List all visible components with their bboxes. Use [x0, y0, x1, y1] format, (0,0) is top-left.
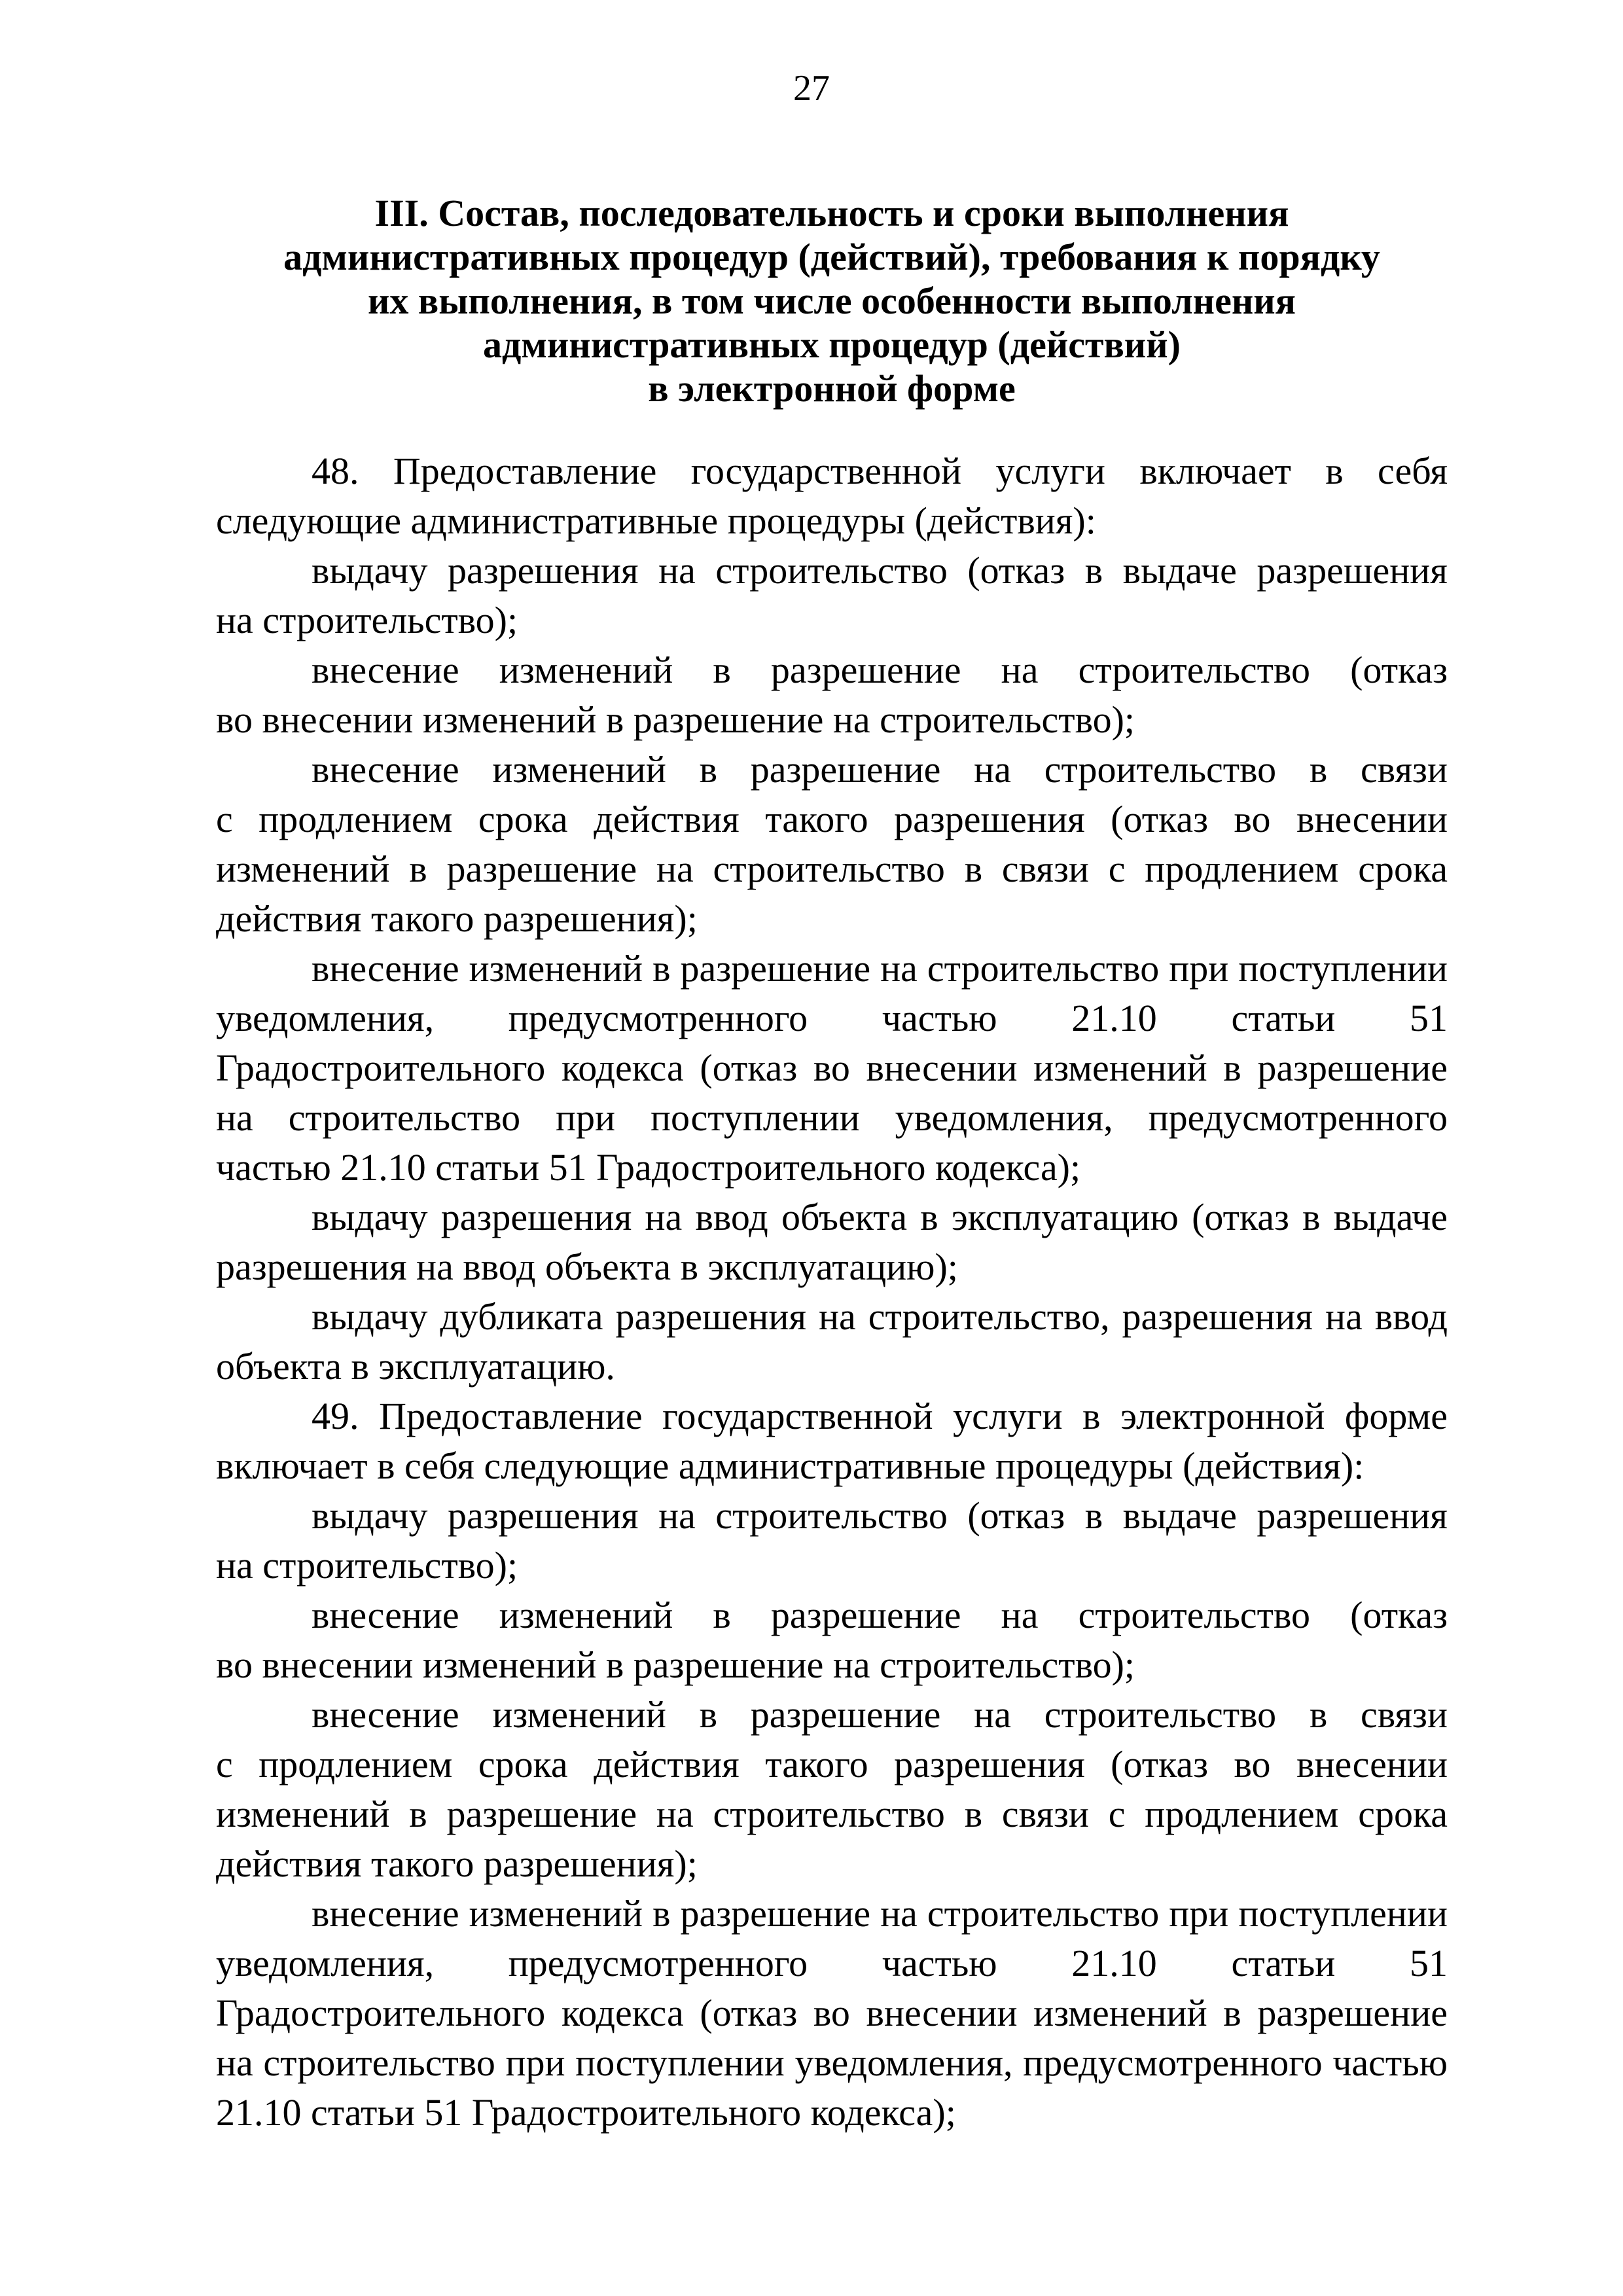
paragraph-line: выдачу разрешения на строительство (отказ в выдаче разрешения — [312, 549, 1448, 592]
paragraph — [216, 1391, 1448, 1491]
paragraph-line: включает в себя следующие административные процедуры (действия): — [216, 1444, 1364, 1487]
paragraph-line: выдачу разрешения на строительство (отказ в выдаче разрешения — [312, 1494, 1448, 1537]
paragraph — [216, 944, 1448, 1193]
paragraph-line: внесение изменений в разрешение на строительство при поступлении — [312, 947, 1448, 990]
paragraph-line: разрешения на ввод объекта в эксплуатацию); — [216, 1246, 958, 1288]
paragraph-line: на строительство); — [216, 599, 518, 641]
paragraph-line: с продлением срока действия такого разрешения (отказ во внесении — [216, 798, 1448, 840]
heading-line: их выполнения, в том числе особенности выполнения — [367, 279, 1296, 322]
paragraph-line: уведомления, предусмотренного частью 21.10 статьи 51 — [216, 997, 1448, 1039]
paragraph-line: внесение изменений в разрешение на строительство при поступлении — [312, 1892, 1448, 1935]
paragraph — [216, 1889, 1448, 2138]
paragraph-line: следующие административные процедуры (действия): — [216, 499, 1096, 542]
paragraph-line: внесение изменений в разрешение на строительство в связи — [312, 748, 1448, 791]
paragraph-line: внесение изменений в разрешение на строительство (отказ — [312, 1594, 1448, 1636]
document-body — [216, 446, 1448, 2138]
paragraph-line: действия такого разрешения); — [216, 1842, 698, 1885]
paragraph-line: во внесении изменений в разрешение на строительство); — [216, 698, 1135, 741]
paragraph-line: с продлением срока действия такого разрешения (отказ во внесении — [216, 1743, 1448, 1785]
paragraph-line: изменений в разрешение на строительство в связи с продлением срока — [216, 848, 1448, 890]
paragraph-line: во внесении изменений в разрешение на строительство); — [216, 1643, 1135, 1686]
heading-line: административных процедур (действий) — [483, 323, 1181, 366]
heading-line: III. Состав, последовательность и сроки выполнения — [374, 192, 1289, 234]
section-heading — [216, 191, 1448, 410]
paragraph-line: Градостроительного кодекса (отказ во внесении изменений в разрешение — [216, 1047, 1448, 1089]
paragraph-line: уведомления, предусмотренного частью 21.10 статьи 51 — [216, 1942, 1448, 1984]
page-number: 27 — [793, 68, 830, 109]
paragraph-line: на строительство при поступлении уведомления, предусмотренного — [216, 1096, 1448, 1139]
paragraph-line: на строительство); — [216, 1544, 518, 1587]
heading-line: административных процедур (действий), требования к порядку — [283, 236, 1380, 278]
paragraph — [216, 546, 1448, 645]
paragraph-line: выдачу разрешения на ввод объекта в эксплуатацию (отказ в выдаче — [312, 1196, 1448, 1238]
paragraph — [216, 1193, 1448, 1292]
paragraph — [216, 446, 1448, 546]
paragraph-line: частью 21.10 статьи 51 Градостроительного кодекса); — [216, 1146, 1081, 1189]
paragraph — [216, 1292, 1448, 1391]
paragraph-line: на строительство при поступлении уведомления, предусмотренного частью — [216, 2041, 1448, 2084]
paragraph-line: объекта в эксплуатацию. — [216, 1345, 615, 1388]
paragraph-line: 49. Предоставление государственной услуги в электронной форме — [312, 1395, 1448, 1437]
paragraph — [216, 1590, 1448, 1690]
paragraph-line: выдачу дубликата разрешения на строительство, разрешения на ввод — [312, 1295, 1448, 1338]
paragraph-line: Градостроительного кодекса (отказ во внесении изменений в разрешение — [216, 1992, 1448, 2034]
paragraph — [216, 1690, 1448, 1889]
paragraph-line: внесение изменений в разрешение на строительство (отказ — [312, 649, 1448, 691]
paragraph — [216, 1491, 1448, 1590]
paragraph — [216, 745, 1448, 944]
heading-line: в электронной форме — [648, 367, 1016, 410]
paragraph-line: 48. Предоставление государственной услуги включает в себя — [312, 450, 1448, 492]
paragraph — [216, 645, 1448, 745]
paragraph-line: действия такого разрешения); — [216, 897, 698, 940]
paragraph-line: внесение изменений в разрешение на строительство в связи — [312, 1693, 1448, 1736]
paragraph-line: изменений в разрешение на строительство в связи с продлением срока — [216, 1793, 1448, 1835]
paragraph-line: 21.10 статьи 51 Градостроительного кодекса); — [216, 2091, 956, 2134]
